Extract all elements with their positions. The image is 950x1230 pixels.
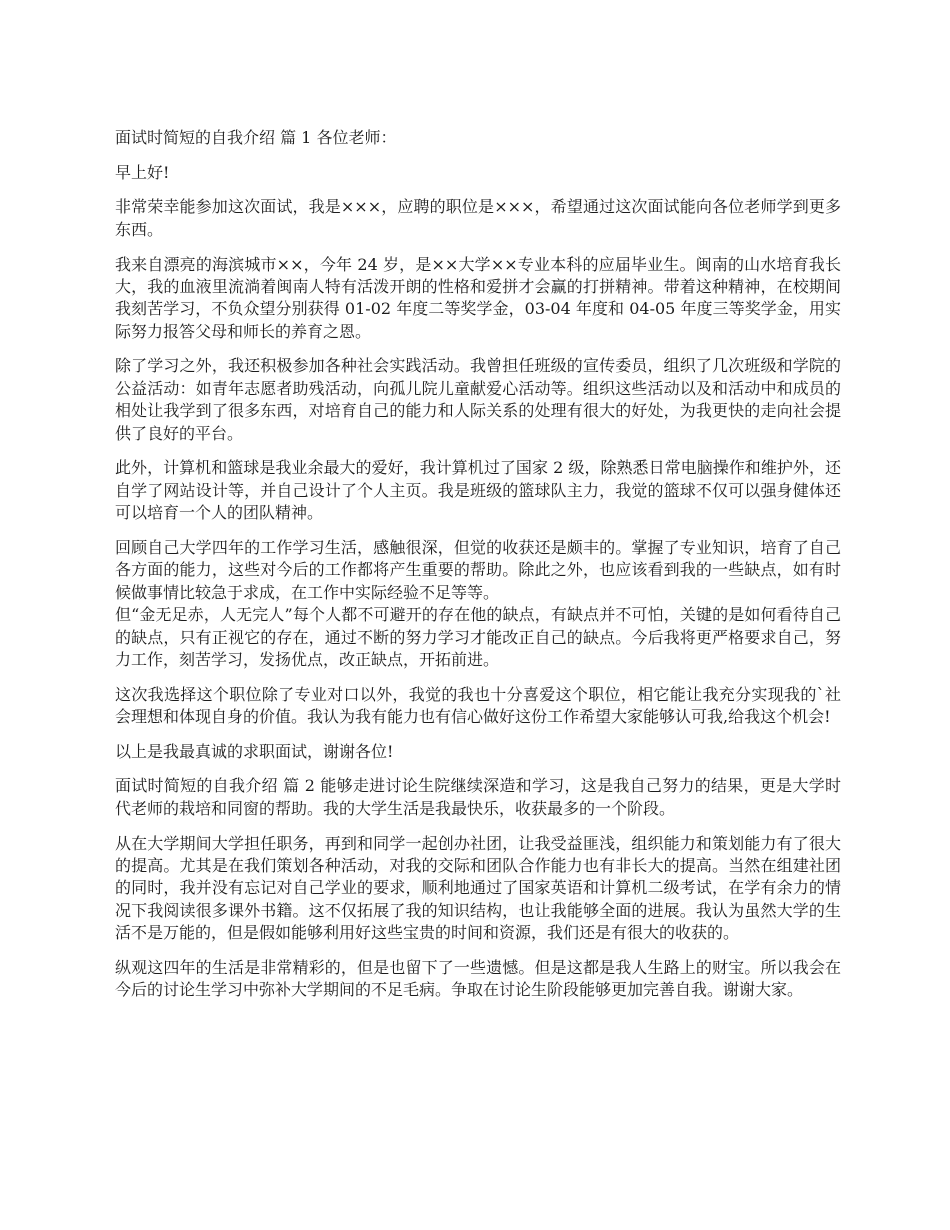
paragraph-activities: 除了学习之外，我还积极参加各种社会实践活动。我曾担任班级的宣传委员，组织了几次班级和学院的公益活动：如青年志愿者助残活动，向孤儿院儿童献爱心活动等。组织这些活动以及和活动中和成员的相处让我学到了很多东西，对培育自己的能力和人际关系的处理有很大的好处，为我更快的走向社会提供了良好的平台。 — [115, 356, 841, 443]
paragraph-reflection: 回顾自己大学四年的工作学习生活，感触很深，但觉的收获还是颇丰的。掌握了专业知识，培育了自己各方面的能力，这些对今后的工作都将产生重要的帮助。除此之外，也应该看到我的一些缺点，如有时候做事情比较急于求成，在工作中实际经验不足等等。 但“金无足赤，人无完人”每个人都不可避开的存在他的缺点，有缺点并不可怕，关键的是如何看待自己的缺点，只有正视它的存在，通过不断的努力学习才能改正自己的缺点。今后我将更严格要求自己，努力工作，刻苦学习，发扬优点，改正缺点，开拓前进。 — [115, 537, 841, 669]
paragraph-intro: 非常荣幸能参加这次面试，我是×××，应聘的职位是×××，希望通过这次面试能向各位老师学到更多东西。 — [115, 197, 841, 239]
paragraph-university: 从在大学期间大学担任职务，再到和同学一起创办社团，让我受益匪浅，组织能力和策划能力有了很大的提高。尤其是在我们策划各种活动，对我的交际和团队合作能力也有非长大的提高。当然在组建社团的同时，我并没有忘记对自己学业的要求，顺利地通过了国家英语和计算机二级考试，在学有余力的情况下我阅读很多课外书籍。这不仅拓展了我的知识结构，也让我能够全面的进展。我认为虽然大学的生活不是万能的，但是假如能够利用好这些宝贵的时间和资源，我们还是有很大的收获的。 — [115, 833, 841, 943]
paragraph-summary: 纵观这四年的生活是非常精彩的，但是也留下了一些遗憾。但是这都是我人生路上的财宝。所以我会在今后的讨论生学习中弥补大学期间的不足毛病。争取在讨论生阶段能够更加完善自我。谢谢大家。 — [115, 957, 841, 1000]
paragraph-hobbies: 此外，计算机和篮球是我业余最大的爱好，我计算机过了国家 2 级，除熟悉日常电脑操作和维护外，还自学了网站设计等，并自己设计了个人主页。我是班级的篮球队主力，我觉的篮球不仅可以强身健体还可以培育一个人的团队精神。 — [115, 458, 841, 523]
paragraph-heading-part1: 面试时简短的自我介绍 篇 1 各位老师： — [115, 128, 397, 147]
paragraph-heading-part2: 面试时简短的自我介绍 篇 2 能够走进讨论生院继续深造和学习，这是我自己努力的结果，更是大学时代老师的栽培和同窗的帮助。我的大学生活是我最快乐，收获最多的一个阶段。 — [115, 776, 841, 818]
paragraph-greeting: 早上好! — [115, 162, 170, 182]
paragraph-background: 我来自漂亮的海滨城市××，今年 24 岁，是××大学××专业本科的应届毕业生。闽南的山水培育我长大，我的血液里流淌着闽南人特有活泼开朗的性格和爱拼才会赢的打拼精神。带着这种精神，在校期间我刻苦学习，不负众望分别获得 01-02 年度二等奖学金，03-04 年度和 04-05 年度三等奖学金，用实际努力报答父母和师长的养育之恩。 — [115, 254, 841, 341]
paragraph-motivation: 这次我选择这个职位除了专业对口以外，我觉的我也十分喜爱这个职位，相它能让我充分实现我的`社会理想和体现自身的价值。我认为我有能力也有信心做好这份工作希望大家能够认可我,给我这个机会! — [115, 684, 841, 727]
document-body — [115, 127, 841, 1014]
paragraph-closing: 以上是我最真诚的求职面试，谢谢各位! — [115, 741, 394, 761]
